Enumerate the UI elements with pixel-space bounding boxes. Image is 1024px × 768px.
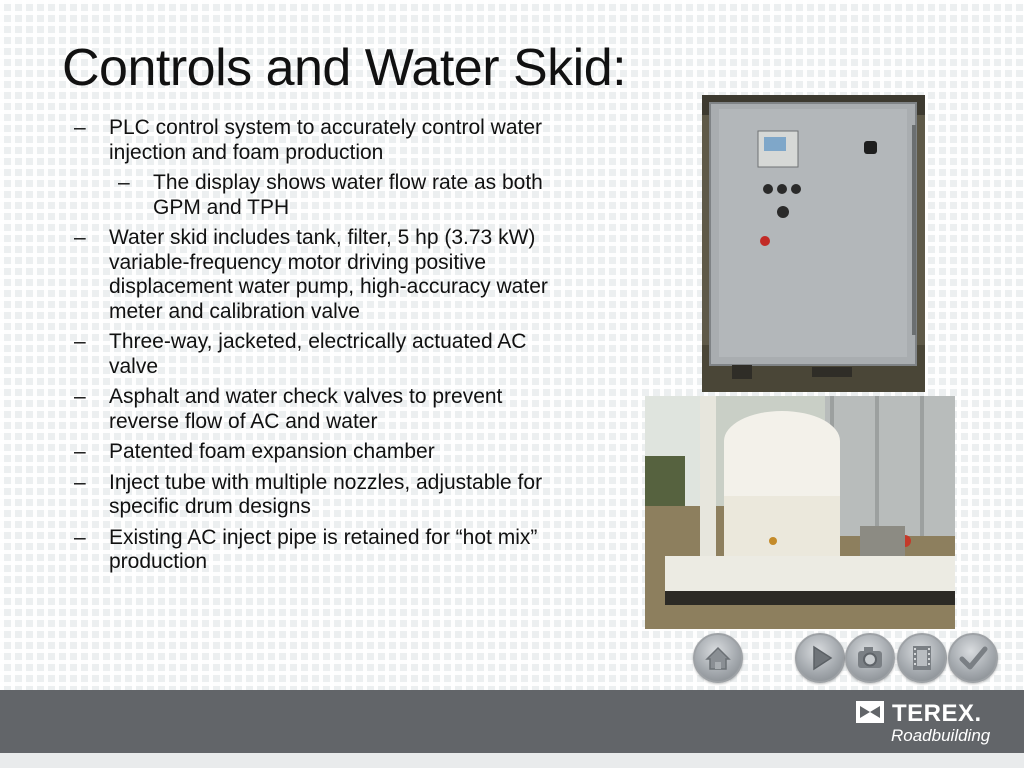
bullet-text: Inject tube with multiple nozzles, adjustable for specific drum designs <box>109 470 543 518</box>
bullet-text: Water skid includes tank, filter, 5 hp (3.73 kW) variable-frequency motor driving positive displacement water pump, high-accuracy water meter and calibration valve <box>109 226 548 323</box>
bullet-text: The display shows water flow rate as both GPM and TPH <box>153 171 543 219</box>
bullet-dash: – <box>118 171 130 194</box>
bullet-text: Existing AC inject pipe is retained for “hot mix” production <box>109 525 538 573</box>
bullet-text: Asphalt and water check valves to prevent reverse flow of AC and water <box>109 385 503 433</box>
check-icon <box>950 635 996 681</box>
brand-logo-text: TEREX. <box>892 700 982 727</box>
check-button[interactable] <box>948 633 998 683</box>
slide-title: Controls and Water Skid: <box>62 39 627 97</box>
play-button[interactable] <box>795 633 845 683</box>
camera-button[interactable] <box>845 633 895 683</box>
bullet-dash: – <box>74 330 86 353</box>
bullet-dash: – <box>74 525 86 549</box>
sub-bullet-item <box>118 171 554 220</box>
play-icon <box>797 635 843 681</box>
bullet-item <box>74 471 554 520</box>
bullet-dash: – <box>74 385 86 408</box>
footer-strip <box>0 753 1024 768</box>
bullet-item <box>74 330 554 379</box>
bullet-dash: – <box>74 226 86 249</box>
bullet-dash: – <box>74 440 86 463</box>
bullet-item <box>74 116 554 165</box>
bullet-item <box>74 526 554 575</box>
control-panel-photo <box>702 95 925 392</box>
division-label: Roadbuilding <box>891 726 991 745</box>
bullet-item <box>74 226 554 324</box>
film-icon <box>899 635 945 681</box>
bullet-item <box>74 385 554 434</box>
bullet-dash: – <box>74 470 86 494</box>
camera-icon <box>847 635 893 681</box>
bullet-item <box>74 440 554 465</box>
bullet-text: Patented foam expansion chamber <box>109 440 435 463</box>
bullet-dash: – <box>74 116 86 139</box>
terex-logo-icon <box>856 701 884 723</box>
bullet-list <box>74 116 554 581</box>
bullet-text: PLC control system to accurately control water injection and foam production <box>109 116 543 164</box>
film-button[interactable] <box>897 633 947 683</box>
water-skid-photo <box>645 396 955 629</box>
bullet-text: Three-way, jacketed, electrically actuated AC valve <box>109 330 527 378</box>
home-icon <box>695 635 741 681</box>
home-button[interactable] <box>693 633 743 683</box>
